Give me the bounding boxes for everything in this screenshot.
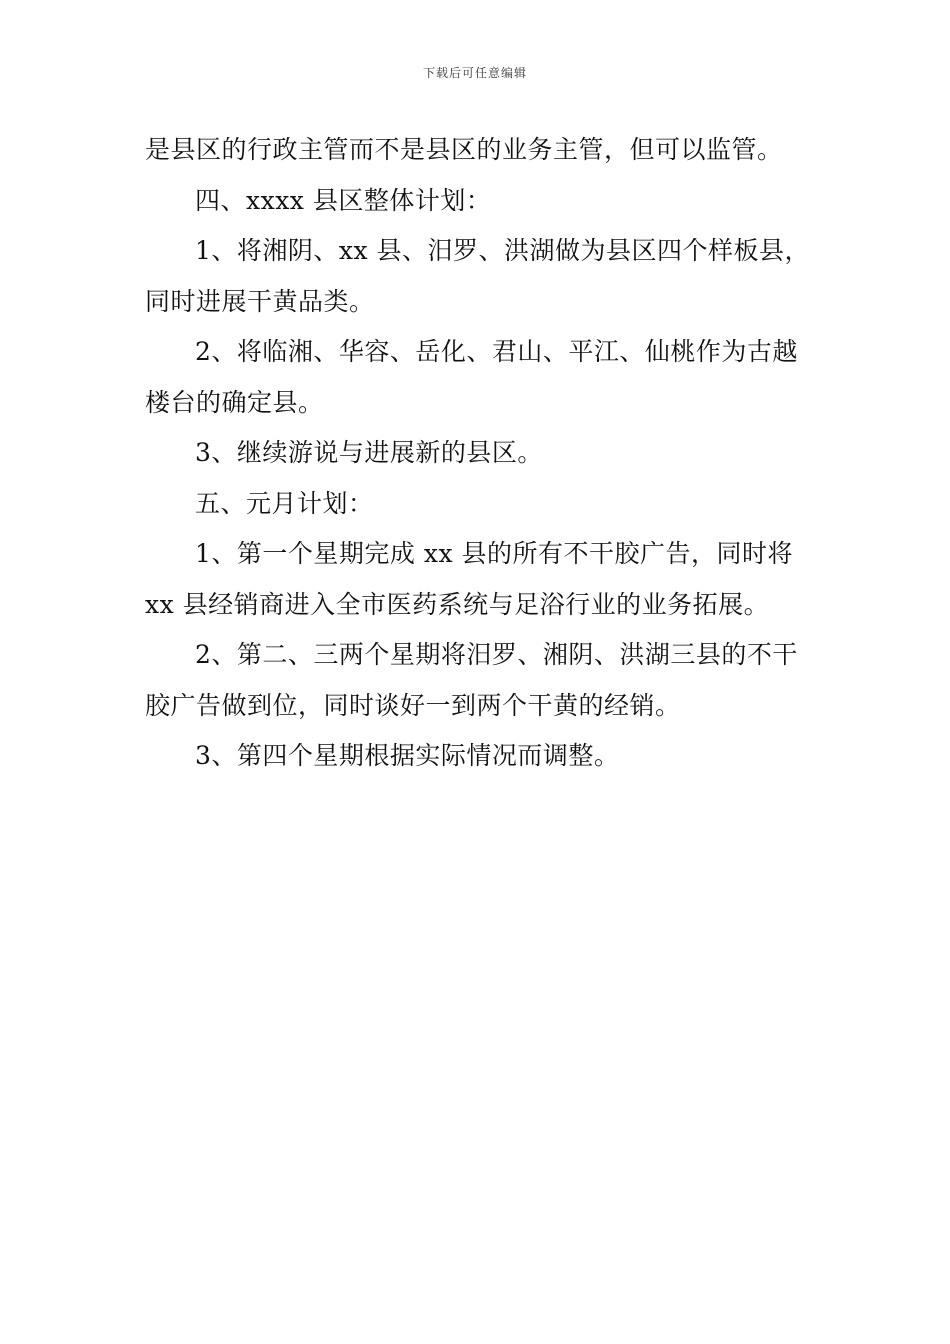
body-line: 楼台的确定县。 bbox=[145, 387, 324, 417]
body-line: 3、继续游说与进展新的县区。 bbox=[195, 438, 543, 467]
body-line: 是县区的行政主管而不是县区的业务主管，但可以监管。 bbox=[145, 135, 783, 164]
body-line: 1、将湘阴、xx 县、汨罗、洪湖做为县区四个样板县， bbox=[195, 236, 811, 265]
section-heading: 五、元月计划： bbox=[195, 488, 374, 518]
body-line: 同时进展干黄品类。 bbox=[145, 286, 375, 316]
document-body bbox=[145, 125, 810, 782]
body-line: 胶广告做到位，同时谈好一到两个干黄的经销。 bbox=[145, 690, 681, 720]
body-line: 2、将临湘、华容、岳化、君山、平江、仙桃作为古越 bbox=[195, 337, 798, 366]
body-line: 3、第四个星期根据实际情况而调整。 bbox=[195, 741, 620, 770]
body-line: xx 县经销商进入全市医药系统与足浴行业的业务拓展。 bbox=[145, 589, 770, 619]
body-line: 1、第一个星期完成 xx 县的所有不干胶广告，同时将 bbox=[195, 539, 793, 568]
body-line: 2、第二、三两个星期将汨罗、湘阴、洪湖三县的不干 bbox=[195, 640, 798, 669]
section-heading: 四、xxxx 县区整体计划： bbox=[195, 185, 492, 215]
page-header: 下载后可任意编辑 bbox=[422, 66, 527, 80]
